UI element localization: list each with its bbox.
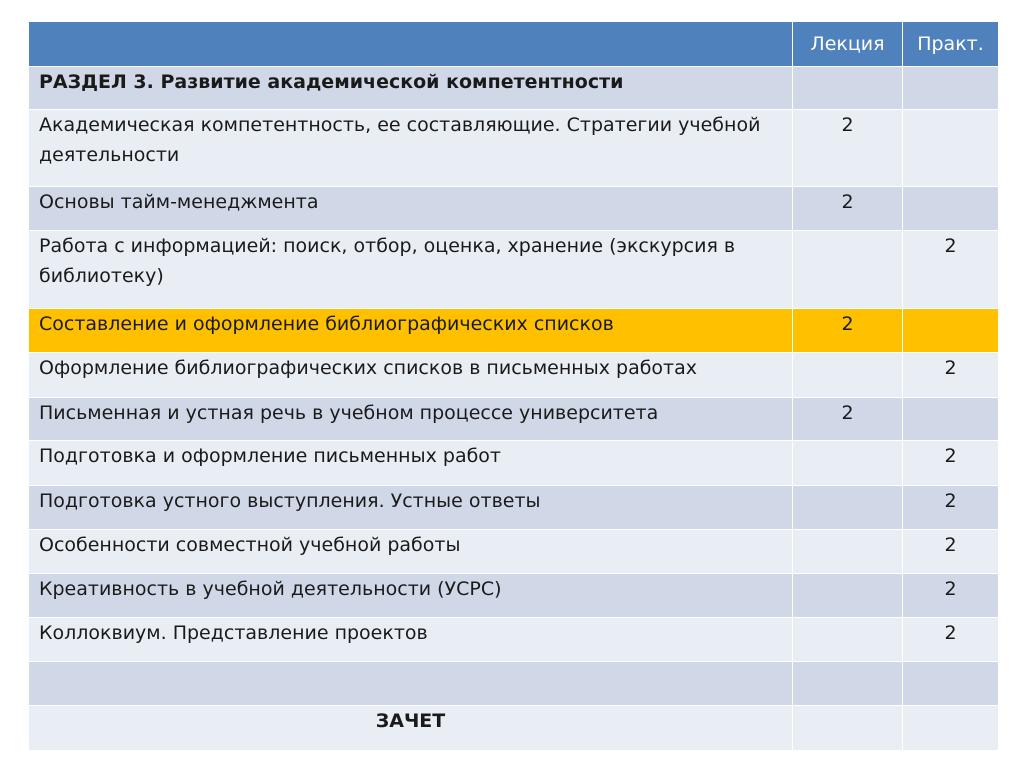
lecture-hours-cell <box>793 441 903 486</box>
lecture-hours-cell: 2 <box>793 110 903 187</box>
practice-hours-cell <box>903 309 999 353</box>
empty-row <box>29 662 999 706</box>
practice-hours-cell: 2 <box>903 618 999 662</box>
topic-cell: Работа с информацией: поиск, отбор, оценка, хранение (экскурсия в библиотеку) <box>29 231 793 309</box>
topic-cell <box>29 662 793 706</box>
table-row <box>29 398 999 441</box>
practice-hours-cell: 2 <box>903 441 999 486</box>
table-row <box>29 353 999 398</box>
lecture-hours-cell <box>793 486 903 530</box>
practice-hours-cell: 2 <box>903 486 999 530</box>
header-lecture-cell: Лекция <box>793 22 903 67</box>
table-row <box>29 618 999 662</box>
table-row <box>29 231 999 309</box>
lecture-hours-cell <box>793 231 903 309</box>
section-title-row <box>29 67 999 110</box>
lecture-hours-cell <box>793 67 903 110</box>
practice-hours-cell <box>903 706 999 751</box>
schedule-table <box>28 21 999 751</box>
lecture-hours-cell: 2 <box>793 309 903 353</box>
header-row <box>29 22 999 67</box>
practice-hours-cell: 2 <box>903 530 999 574</box>
topic-cell: Особенности совместной учебной работы <box>29 530 793 574</box>
topic-cell: Креативность в учебной деятельности (УСРС) <box>29 574 793 618</box>
lecture-hours-cell <box>793 574 903 618</box>
topic-cell: Основы тайм-менеджмента <box>29 187 793 231</box>
table-row <box>29 110 999 187</box>
practice-hours-cell <box>903 662 999 706</box>
topic-cell: Академическая компетентность, ее составляющие. Стратегии учебной деятельности <box>29 110 793 187</box>
lecture-hours-cell: 2 <box>793 398 903 441</box>
lecture-hours-cell <box>793 530 903 574</box>
topic-cell: ЗАЧЕТ <box>29 706 793 751</box>
table-row <box>29 187 999 231</box>
practice-hours-cell <box>903 187 999 231</box>
lecture-hours-cell <box>793 353 903 398</box>
practice-hours-cell <box>903 110 999 187</box>
credit-row <box>29 706 999 751</box>
topic-cell: Подготовка и оформление письменных работ <box>29 441 793 486</box>
table-row <box>29 441 999 486</box>
practice-hours-cell: 2 <box>903 574 999 618</box>
table-row <box>29 486 999 530</box>
practice-hours-cell <box>903 67 999 110</box>
lecture-hours-cell <box>793 706 903 751</box>
table-row <box>29 574 999 618</box>
practice-hours-cell <box>903 398 999 441</box>
lecture-hours-cell <box>793 662 903 706</box>
practice-hours-cell: 2 <box>903 353 999 398</box>
highlighted-row <box>29 309 999 353</box>
table-row <box>29 530 999 574</box>
lecture-hours-cell <box>793 618 903 662</box>
topic-cell: Оформление библиографических списков в письменных работах <box>29 353 793 398</box>
practice-hours-cell: 2 <box>903 231 999 309</box>
topic-cell: Подготовка устного выступления. Устные ответы <box>29 486 793 530</box>
header-topic-cell <box>29 22 793 67</box>
topic-cell: РАЗДЕЛ 3. Развитие академической компетентности <box>29 67 793 110</box>
lecture-hours-cell: 2 <box>793 187 903 231</box>
topic-cell: Составление и оформление библиографических списков <box>29 309 793 353</box>
header-practice-cell: Практ. <box>903 22 999 67</box>
topic-cell: Письменная и устная речь в учебном процессе университета <box>29 398 793 441</box>
topic-cell: Коллоквиум. Представление проектов <box>29 618 793 662</box>
